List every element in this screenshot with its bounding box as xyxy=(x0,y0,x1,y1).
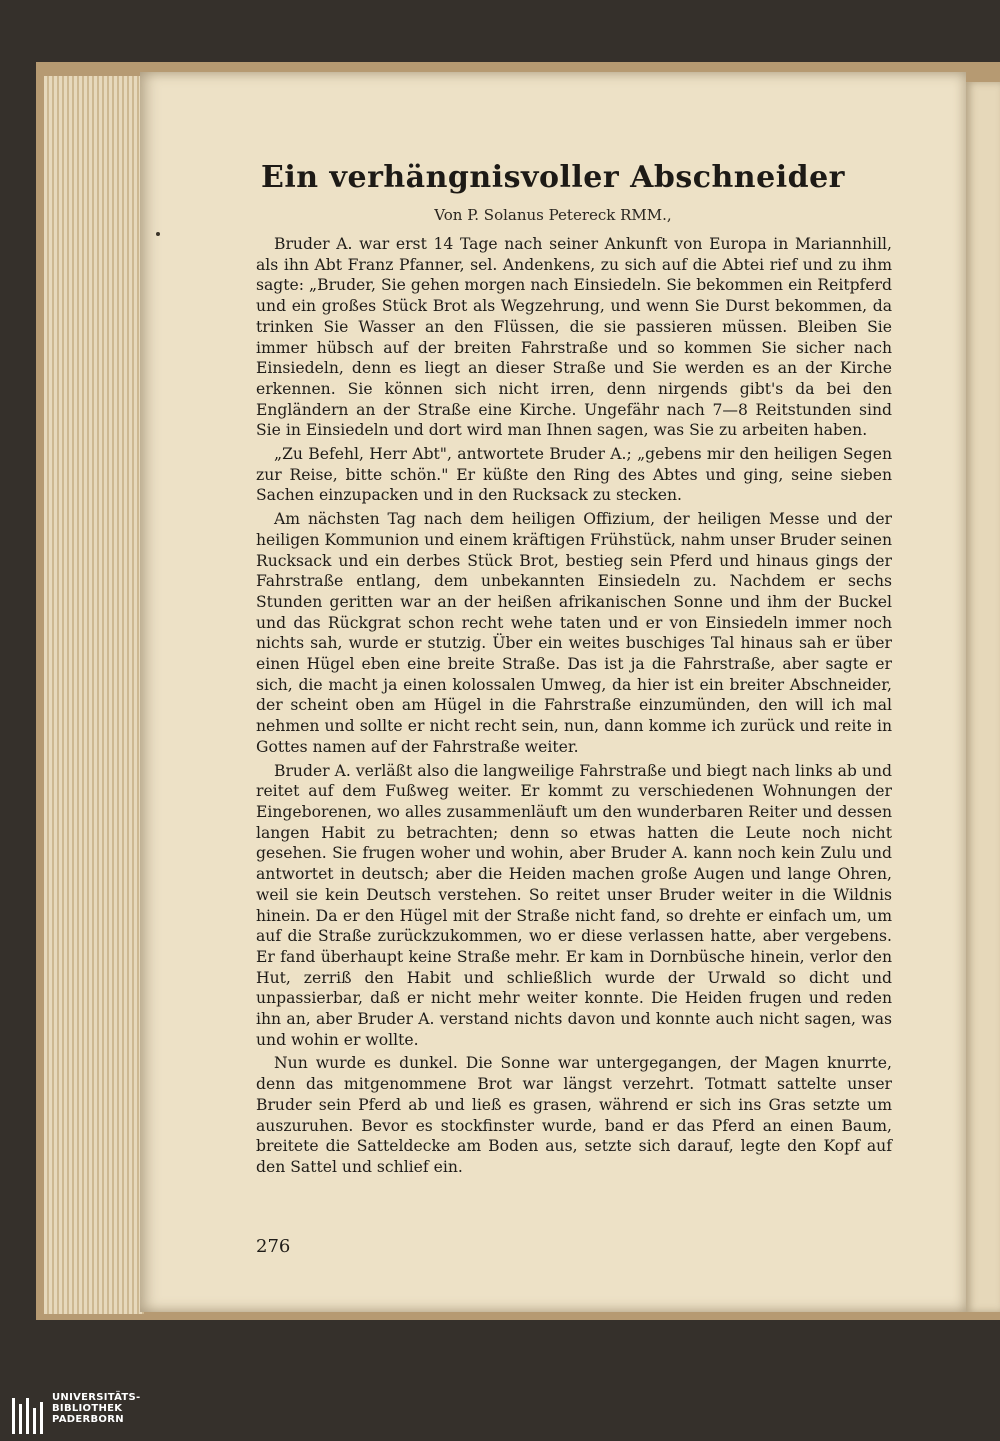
paragraph: „Zu Befehl, Herr Abt", antwortete Bruder A.; „gebens mir den heiligen Segen zur Reise, bitte schön." Er küßte den Ring des Abtes und ging, seine sieben Sachen einzupacken und in den Rucksack zu stecken. xyxy=(256,445,892,505)
logo-line: PADERBORN xyxy=(52,1414,124,1425)
paragraph: Bruder A. verläßt also die langweilige Fahrstraße und biegt nach links ab und reitet auf dem Fußweg weiter. Er kommt zu verschiedenen Wohnungen der Eingeborenen, wo alles zusammenläuft um den wunderbaren Reiter und dessen langen Habit zu betrachten; denn so etwas hatten die Leute noch nicht gesehen. Sie frugen woher und wohin, aber Bruder A. kann noch kein Zulu und antwortet in deutsch; aber die Heiden machen große Augen und lange Ohren, weil sie kein Deutsch verstehen. So reitet unser Bruder weiter in die Wildnis hinein. Da er den Hügel mit der Straße nicht fand, so drehte er einfach um, um auf die Straße zurückzukommen, wo er diese verlassen hatte, aber vergebens. Er fand überhaupt keine Straße mehr. Er kam in Dornbüsche hinein, verlor den Hut, zerriß den Habit und schließlich wurde der Urwald so dicht und unpassierbar, daß er nicht mehr weiter konnte. Die Heiden frugen und reden ihn an, aber Bruder A. verstand nichts davon und konnte auch nicht sagen, was und wohin er wollte. xyxy=(256,761,892,1049)
logo-line: BIBLIOTHEK xyxy=(52,1403,123,1414)
paragraph: Am nächsten Tag nach dem heiligen Offizium, der heiligen Messe und der heiligen Kommunion und einem kräftigen Frühstück, nahm unser Bruder seinen Rucksack und ein derbes Stück Brot, bestieg sein Pferd und hinaus gings der Fahrstraße entlang, dem unbekannten Einsiedeln zu. Nachdem er sechs Stunden geritten war an der heißen afrikanischen Sonne und ihm der Buckel und das Rückgrat schon recht wehe taten und er von Einsiedeln immer noch nichts sah, wurde er stutzig. Über ein weites buschiges Tal hinaus sah er über einen Hügel eben eine breite Straße. Das ist ja die Fahrstraße, aber sagte er sich, die macht ja einen kolossalen Umweg, da hier ist ein breiter Abschneider, der scheint oben am Hügel in die Fahrstraße einzumünden, den will ich mal nehmen und sollte er nicht recht sein, nun, dann komme ich zurück und reite in Gottes namen auf der Fahrstraße weiter. xyxy=(256,510,892,756)
article-byline: Von P. Solanus Petereck RMM., xyxy=(434,206,672,224)
library-logo-text xyxy=(52,1392,141,1425)
article-body xyxy=(256,234,892,1181)
article-title: Ein verhängnisvoller Abschneider xyxy=(261,160,845,195)
paragraph: Nun wurde es dunkel. Die Sonne war untergegangen, der Magen knurrte, denn das mitgenommene Brot war längst verzehrt. Totmatt sattelte unser Bruder sein Pferd ab und ließ es grasen, während er sich ins Gras setzte um auszuruhen. Bevor es stockfinster wurde, band er das Pferd an einen Baum, breitete die Satteldecke am Boden aus, setzte sich darauf, legte den Kopf auf den Sattel und schlief ein. xyxy=(256,1054,892,1176)
next-page-edge xyxy=(966,82,1000,1312)
paragraph: Bruder A. war erst 14 Tage nach seiner Ankunft von Europa in Mariannhill, als ihn Abt Franz Pfanner, sel. Andenkens, zu sich auf die Abtei rief und zu ihm sagte: „Bruder, Sie gehen morgen nach Einsiedeln. Sie bekommen ein Reitpferd und ein großes Stück Brot als Wegzehrung, und wenn Sie Durst bekommen, da trinken Sie Wasser an den Flüssen, die sie passieren müssen. Bleiben Sie immer hübsch auf der breiten Fahrstraße und so kommen Sie sicher nach Einsiedeln, denn es liegt an dieser Straße und Sie werden es an der Kirche erkennen. Sie können sich nicht irren, denn nirgends gibt's da bei den Engländern an der Straße eine Kirche. Ungefähr nach 7—8 Reitstunden sind Sie in Einsiedeln und dort wird man Ihnen sagen, was Sie zu arbeiten haben. xyxy=(256,235,892,440)
logo-line: UNIVERSITÄTS- xyxy=(52,1392,141,1403)
page-edges xyxy=(44,76,144,1314)
margin-mark xyxy=(156,232,160,236)
page-number: 276 xyxy=(256,1236,291,1257)
footer-bar xyxy=(0,1390,1000,1441)
library-bars-icon xyxy=(10,1394,46,1438)
